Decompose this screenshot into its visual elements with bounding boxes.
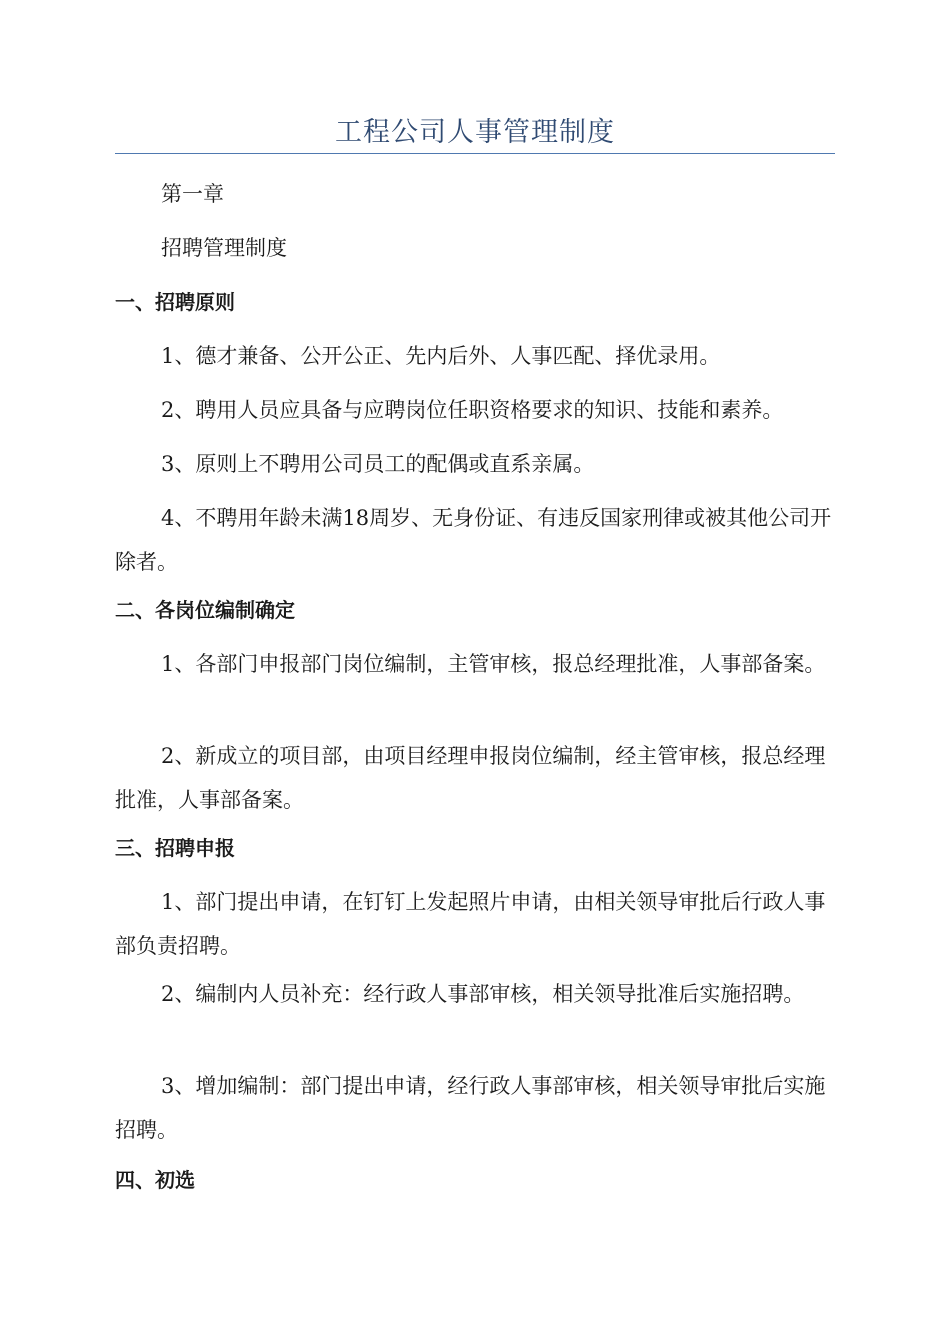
document-page xyxy=(115,0,835,1344)
section-item: 4、不聘用年龄未满18周岁、无身份证、有违反国家刑律或被其他公司开除者。 xyxy=(115,506,832,574)
document-title: 工程公司人事管理制度 xyxy=(335,117,615,148)
section-heading: 三、招聘申报 xyxy=(115,836,235,860)
chapter-title: 招聘管理制度 xyxy=(161,236,287,260)
section-item: 2、聘用人员应具备与应聘岗位任职资格要求的知识、技能和素养。 xyxy=(161,398,784,422)
section-item: 2、编制内人员补充：经行政人事部审核，相关领导批准后实施招聘。 xyxy=(161,982,805,1006)
title-underline xyxy=(115,153,835,154)
section-item: 1、部门提出申请，在钉钉上发起照片申请，由相关领导审批后行政人事部负责招聘。 xyxy=(115,890,826,958)
section-item: 3、原则上不聘用公司员工的配偶或直系亲属。 xyxy=(161,452,595,476)
section-item: 2、新成立的项目部，由项目经理申报岗位编制，经主管审核，报总经理批准，人事部备案。 xyxy=(115,744,826,812)
section-item: 1、德才兼备、公开公正、先内后外、人事匹配、择优录用。 xyxy=(161,344,721,368)
section-heading: 一、招聘原则 xyxy=(115,290,235,314)
section-item: 3、增加编制：部门提出申请，经行政人事部审核，相关领导审批后实施招聘。 xyxy=(115,1074,826,1142)
section-heading: 二、各岗位编制确定 xyxy=(115,598,295,622)
section-heading: 四、初选 xyxy=(115,1168,195,1192)
chapter-number: 第一章 xyxy=(161,182,224,206)
section-item: 1、各部门申报部门岗位编制，主管审核，报总经理批准，人事部备案。 xyxy=(161,652,826,676)
